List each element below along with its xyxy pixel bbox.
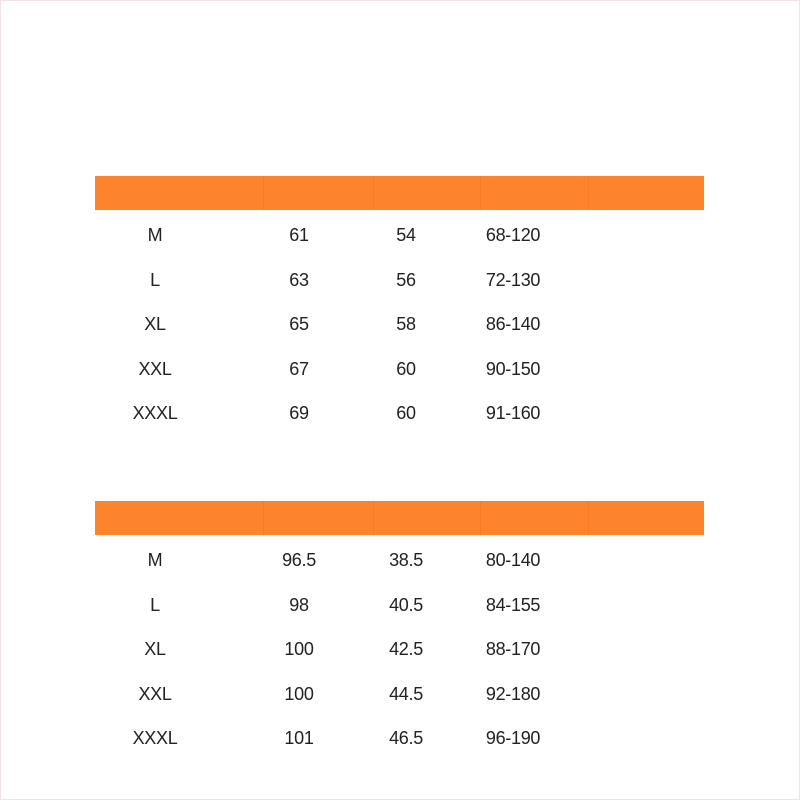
range-cell: 72-130 [485, 269, 541, 290]
value-cell: 40.5 [389, 594, 423, 615]
size-table-top [95, 176, 704, 436]
value-cell: 54 [396, 225, 416, 245]
value-cell: 100 [284, 639, 314, 659]
size-cell: XL [144, 639, 166, 659]
size-cell: XL [144, 314, 166, 334]
value-cell: 100 [284, 683, 314, 704]
size-cell: L [150, 269, 160, 290]
table-row [95, 391, 704, 436]
size-cell: XXL [138, 683, 172, 704]
range-cell: 96-190 [485, 728, 541, 748]
value-cell: 69 [289, 403, 309, 423]
table-body [95, 538, 704, 761]
header-divider [588, 501, 589, 535]
value-cell: 44.5 [389, 683, 423, 704]
value-cell: 96.5 [282, 550, 316, 570]
header-divider [263, 176, 264, 210]
range-cell: 90-150 [485, 358, 541, 379]
table-body [95, 213, 704, 436]
size-cell: XXXL [132, 403, 178, 423]
value-cell: 42.5 [389, 639, 423, 659]
table-header-bar [95, 501, 704, 535]
table-row [95, 258, 704, 303]
header-divider [373, 501, 374, 535]
value-cell: 65 [289, 314, 309, 334]
value-cell: 61 [289, 225, 309, 245]
value-cell: 67 [289, 358, 309, 379]
size-table-bottom [95, 501, 704, 761]
range-cell: 91-160 [485, 403, 541, 423]
value-cell: 101 [284, 728, 314, 748]
table-row [95, 347, 704, 392]
value-cell: 56 [396, 269, 416, 290]
range-cell: 84-155 [485, 594, 541, 615]
range-cell: 86-140 [485, 314, 541, 334]
size-cell: M [147, 225, 163, 245]
size-cell: L [150, 594, 160, 615]
header-divider [480, 501, 481, 535]
value-cell: 60 [396, 358, 416, 379]
table-row [95, 538, 704, 583]
table-row [95, 627, 704, 672]
table-row [95, 302, 704, 347]
size-cell: XXL [138, 358, 172, 379]
header-divider [373, 176, 374, 210]
size-cell: M [147, 550, 163, 570]
header-divider [263, 501, 264, 535]
range-cell: 92-180 [485, 683, 541, 704]
value-cell: 38.5 [389, 550, 423, 570]
value-cell: 60 [396, 403, 416, 423]
range-cell: 68-120 [485, 225, 541, 245]
header-divider [480, 176, 481, 210]
range-cell: 88-170 [485, 639, 541, 659]
table-header-bar [95, 176, 704, 210]
table-row [95, 716, 704, 761]
table-row [95, 583, 704, 628]
size-cell: XXXL [132, 728, 178, 748]
value-cell: 63 [289, 269, 309, 290]
value-cell: 46.5 [389, 728, 423, 748]
range-cell: 80-140 [485, 550, 541, 570]
table-row [95, 213, 704, 258]
header-divider [588, 176, 589, 210]
value-cell: 58 [396, 314, 416, 334]
value-cell: 98 [289, 594, 309, 615]
table-row [95, 672, 704, 717]
